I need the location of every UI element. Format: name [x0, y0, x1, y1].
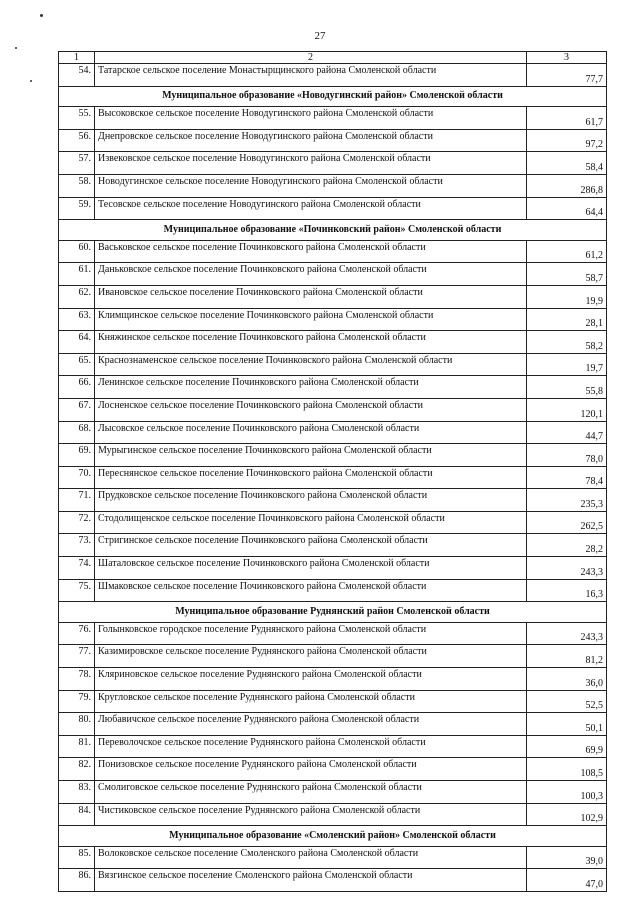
row-number: 64.	[59, 331, 95, 354]
row-number: 85.	[59, 846, 95, 869]
table-row	[59, 645, 607, 668]
table-row	[59, 129, 607, 152]
settlement-name: Кругловское сельское поселение Руднянского района Смоленской области	[95, 690, 527, 713]
scan-speck	[15, 47, 17, 49]
section-heading-row	[59, 826, 607, 847]
table-row	[59, 846, 607, 869]
row-value: 81,2	[527, 645, 607, 668]
row-value: 102,9	[527, 803, 607, 826]
section-heading-row	[59, 86, 607, 107]
section-heading: Муниципальное образование «Смоленский район» Смоленской области	[59, 826, 607, 847]
table-row	[59, 398, 607, 421]
row-number: 55.	[59, 107, 95, 130]
row-number: 58.	[59, 174, 95, 197]
settlement-name: Волоковское сельское поселение Смоленского района Смоленской области	[95, 846, 527, 869]
row-number: 72.	[59, 511, 95, 534]
row-number: 57.	[59, 152, 95, 175]
row-value: 36,0	[527, 668, 607, 691]
row-value: 28,2	[527, 534, 607, 557]
row-number: 83.	[59, 781, 95, 804]
table-body	[59, 52, 607, 892]
row-number: 68.	[59, 421, 95, 444]
row-number: 61.	[59, 263, 95, 286]
row-value: 19,9	[527, 285, 607, 308]
table-row	[59, 758, 607, 781]
row-value: 58,2	[527, 331, 607, 354]
settlement-name: Казимировское сельское поселение Руднянского района Смоленской области	[95, 645, 527, 668]
row-value: 262,5	[527, 511, 607, 534]
table-row	[59, 557, 607, 580]
row-number: 80.	[59, 713, 95, 736]
row-number: 56.	[59, 129, 95, 152]
table-row	[59, 668, 607, 691]
settlement-name: Любавичское сельское поселение Руднянского района Смоленской области	[95, 713, 527, 736]
row-number: 84.	[59, 803, 95, 826]
table-header-row	[59, 52, 607, 64]
table-row	[59, 690, 607, 713]
row-number: 81.	[59, 735, 95, 758]
section-heading: Муниципальное образование «Починковский район» Смоленской области	[59, 220, 607, 241]
settlement-name: Переволочское сельское поселение Руднянского района Смоленской области	[95, 735, 527, 758]
row-number: 60.	[59, 240, 95, 263]
header-col-1: 1	[59, 52, 95, 64]
table-row	[59, 579, 607, 602]
row-value: 58,7	[527, 263, 607, 286]
table-row	[59, 240, 607, 263]
page-number: 27	[314, 30, 326, 42]
table-row	[59, 803, 607, 826]
settlement-name: Краснознаменское сельское поселение Починковского района Смоленской области	[95, 353, 527, 376]
table-row	[59, 534, 607, 557]
row-value: 120,1	[527, 398, 607, 421]
table-row	[59, 713, 607, 736]
row-number: 76.	[59, 622, 95, 645]
settlement-name: Прудковское сельское поселение Починковского района Смоленской области	[95, 489, 527, 512]
row-value: 39,0	[527, 846, 607, 869]
table-row	[59, 152, 607, 175]
row-number: 71.	[59, 489, 95, 512]
settlement-name: Тесовское сельское поселение Новодугинского района Смоленской области	[95, 197, 527, 220]
table-row	[59, 107, 607, 130]
table-row	[59, 444, 607, 467]
row-number: 65.	[59, 353, 95, 376]
table-row	[59, 174, 607, 197]
row-value: 235,3	[527, 489, 607, 512]
section-heading: Муниципальное образование «Новодугинский район» Смоленской области	[59, 86, 607, 107]
settlement-name: Даньковское сельское поселение Починковского района Смоленской области	[95, 263, 527, 286]
table-row	[59, 421, 607, 444]
settlement-name: Шаталовское сельское поселение Починковского района Смоленской области	[95, 557, 527, 580]
row-value: 50,1	[527, 713, 607, 736]
row-number: 62.	[59, 285, 95, 308]
row-value: 97,2	[527, 129, 607, 152]
row-value: 52,5	[527, 690, 607, 713]
settlement-name: Васьковское сельское поселение Починковского района Смоленской области	[95, 240, 527, 263]
row-value: 108,5	[527, 758, 607, 781]
row-value: 78,0	[527, 444, 607, 467]
settlement-name: Климщинское сельское поселение Починковского района Смоленской области	[95, 308, 527, 331]
row-number: 73.	[59, 534, 95, 557]
row-value: 286,8	[527, 174, 607, 197]
row-number: 70.	[59, 466, 95, 489]
settlement-name: Кляриновское сельское поселение Руднянского района Смоленской области	[95, 668, 527, 691]
row-number: 67.	[59, 398, 95, 421]
settlement-name: Стодолищенское сельское поселение Починковского района Смоленской области	[95, 511, 527, 534]
row-value: 61,7	[527, 107, 607, 130]
header-col-3: 3	[527, 52, 607, 64]
settlement-name: Шмаковское сельское поселение Починковского района Смоленской области	[95, 579, 527, 602]
row-value: 69,9	[527, 735, 607, 758]
settlement-name: Голынковское городское поселение Руднянского района Смоленской области	[95, 622, 527, 645]
table-row	[59, 466, 607, 489]
table-row	[59, 263, 607, 286]
row-value: 55,8	[527, 376, 607, 399]
settlement-name: Татарское сельское поселение Монастырщинского района Смоленской области	[95, 64, 527, 87]
row-number: 78.	[59, 668, 95, 691]
table-row	[59, 331, 607, 354]
row-value: 78,4	[527, 466, 607, 489]
scan-speck	[40, 14, 43, 17]
table-row	[59, 376, 607, 399]
row-number: 63.	[59, 308, 95, 331]
row-value: 58,4	[527, 152, 607, 175]
table-row	[59, 489, 607, 512]
table-row	[59, 622, 607, 645]
settlement-name: Переснянское сельское поселение Починковского района Смоленской области	[95, 466, 527, 489]
table-row	[59, 781, 607, 804]
table-row	[59, 511, 607, 534]
settlements-table	[58, 51, 607, 892]
row-value: 243,3	[527, 557, 607, 580]
settlement-name: Ленинское сельское поселение Починковского района Смоленской области	[95, 376, 527, 399]
settlement-name: Смолиговское сельское поселение Руднянского района Смоленской области	[95, 781, 527, 804]
row-value: 16,3	[527, 579, 607, 602]
table-row	[59, 308, 607, 331]
row-number: 77.	[59, 645, 95, 668]
row-number: 79.	[59, 690, 95, 713]
row-number: 74.	[59, 557, 95, 580]
settlement-name: Княжинское сельское поселение Починковского района Смоленской области	[95, 331, 527, 354]
table-row	[59, 353, 607, 376]
settlement-name: Стригинское сельское поселение Починковского района Смоленской области	[95, 534, 527, 557]
scan-speck	[30, 80, 32, 82]
table-row	[59, 735, 607, 758]
settlement-name: Чистиковское сельское поселение Руднянского района Смоленской области	[95, 803, 527, 826]
row-number: 59.	[59, 197, 95, 220]
row-value: 47,0	[527, 869, 607, 892]
row-number: 86.	[59, 869, 95, 892]
section-heading: Муниципальное образование Руднянский район Смоленской области	[59, 602, 607, 623]
row-number: 82.	[59, 758, 95, 781]
settlement-name: Извековское сельское поселение Новодугинского района Смоленской области	[95, 152, 527, 175]
table-row	[59, 869, 607, 892]
settlement-name: Мурыгинское сельское поселение Починковского района Смоленской области	[95, 444, 527, 467]
table-row	[59, 197, 607, 220]
settlement-name: Новодугинское сельское поселение Новодугинского района Смоленской области	[95, 174, 527, 197]
row-value: 28,1	[527, 308, 607, 331]
row-value: 100,3	[527, 781, 607, 804]
settlement-name: Лосненское сельское поселение Починковского района Смоленской области	[95, 398, 527, 421]
settlement-name: Вязгинское сельское поселение Смоленского района Смоленской области	[95, 869, 527, 892]
row-value: 243,3	[527, 622, 607, 645]
settlement-name: Ивановское сельское поселение Починковского района Смоленской области	[95, 285, 527, 308]
table-row	[59, 285, 607, 308]
settlement-name: Высоковское сельское поселение Новодугинского района Смоленской области	[95, 107, 527, 130]
section-heading-row	[59, 220, 607, 241]
row-value: 77,7	[527, 64, 607, 87]
table-row	[59, 64, 607, 87]
settlement-name: Понизовское сельское поселение Руднянского района Смоленской области	[95, 758, 527, 781]
header-col-2: 2	[95, 52, 527, 64]
row-number: 54.	[59, 64, 95, 87]
settlement-name: Лысовское сельское поселение Починковского района Смоленской области	[95, 421, 527, 444]
row-value: 64,4	[527, 197, 607, 220]
row-value: 61,2	[527, 240, 607, 263]
row-value: 19,7	[527, 353, 607, 376]
row-value: 44,7	[527, 421, 607, 444]
settlement-name: Днепровское сельское поселение Новодугинского района Смоленской области	[95, 129, 527, 152]
row-number: 66.	[59, 376, 95, 399]
section-heading-row	[59, 602, 607, 623]
row-number: 69.	[59, 444, 95, 467]
row-number: 75.	[59, 579, 95, 602]
